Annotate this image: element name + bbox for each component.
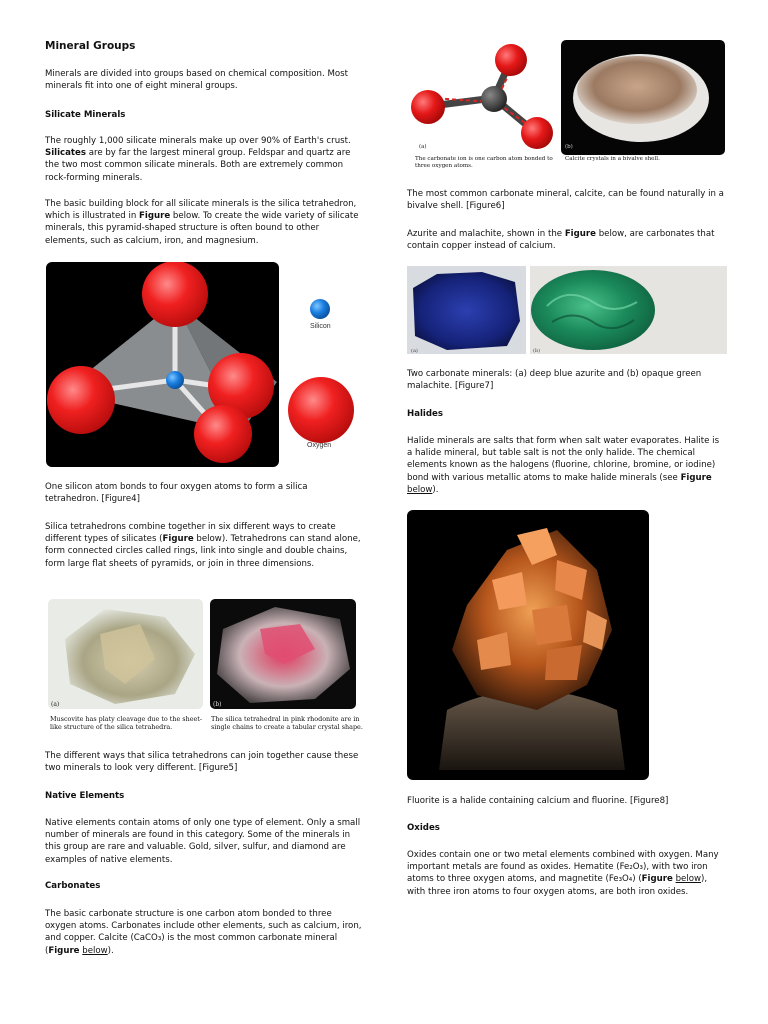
figure-6-carbonate [407, 40, 727, 180]
silicate-heading: Silicate Minerals [45, 110, 126, 120]
figure-5a-caption: Muscovite has platy cleavage due to the sheet-like structure of the silica tetrahedra. [50, 715, 202, 731]
oxygen-atom-c [521, 117, 553, 149]
figure-7a-tag: (a) [411, 348, 418, 354]
figure-6-caption: The most common carbonate mineral, calcite, can be found naturally in a bivalve shell. [Figure6] [407, 189, 724, 212]
native-elements-paragraph: Native elements contain atoms of only one type of element. Only a small number of minerals are found in this category. Some of the minerals in this group are rare and valuable. Gold, silver, sulfur, and diamond are examples of native elements. [45, 818, 361, 865]
figure-6-illustrations [407, 40, 727, 155]
figure-7-caption: Two carbonate minerals: (a) deep blue azurite and (b) opaque green malachite. [Figure7] [407, 369, 702, 392]
halides-paragraph: Halide minerals are salts that form when salt water evaporates. Halite is a halide mineral, but table salt is not the only halide. The chemical elements known as the halogens (fluorine, chlorine, bromine, or iodine) bond with various metallic atoms to make halide minerals (see Figure below). [407, 436, 720, 495]
figure-5-silicate-minerals [45, 599, 363, 739]
figure-6b-caption: Calcite crystals in a bivalve shell. [565, 156, 660, 162]
silicon-legend-icon [310, 299, 330, 319]
below-link-carbonates[interactable]: below [82, 945, 108, 956]
oxides-paragraph: Oxides contain one or two metal elements combined with oxygen. Many important metals are found as oxides. Hematite (Fe₂O₃), with two iron atoms to three oxygen atoms, and magnetite (Fe₃O₄) (Figure below), with three iron atoms to four oxygen atoms, are both iron oxides. [407, 850, 719, 897]
oxygen-atom-b [411, 90, 445, 124]
figure-6a-caption: The carbonate ion is one carbon atom bonded to three oxygen atoms. [415, 156, 553, 169]
azurite-specimen [413, 272, 520, 350]
silica-tetrahedron-illustration [45, 262, 363, 470]
intro-paragraph: Minerals are divided into groups based on chemical composition. Most minerals fit into one of eight mineral groups. [45, 69, 348, 92]
oxygen-legend-icon [288, 377, 354, 443]
figure-5b-caption: The silica tetrahedral in pink rhodonite are in single chains to create a tabular crystal shape. [211, 715, 363, 731]
carbon-atom [481, 86, 507, 112]
halides-heading: Halides [407, 409, 443, 419]
carbonates-paragraph-2: Azurite and malachite, shown in the Figure below, are carbonates that contain copper instead of calcium. [407, 229, 715, 252]
silicate-paragraph-2: The basic building block for all silicate minerals is the silica tetrahedron, which is illustrated in Figure below. To create the wide variety of silicate minerals, this pyramid-shaped structure is often bound to other elements, such as calcium, iron, and magnesium. [45, 199, 359, 246]
oxygen-label: Oxygen [307, 442, 332, 449]
oxides-heading: Oxides [407, 823, 440, 833]
silicon-atom [166, 371, 184, 389]
calcite-crystals [577, 56, 697, 124]
figure-6a-tag: (a) [419, 144, 427, 150]
carbonates-heading: Carbonates [45, 881, 101, 891]
oxygen-atom-a [495, 44, 527, 76]
oxygen-atom-top [142, 262, 208, 327]
silicate-paragraph-3: Silica tetrahedrons combine together in six different ways to create different types of silicates (Figure below). Tetrahedrons can stand alone, form connected circles called rings, link into single and double chains, form large flat sheets of pyramids, or join in three dimensions. [45, 522, 361, 569]
oxygen-atom-front [194, 405, 252, 463]
native-elements-heading: Native Elements [45, 791, 125, 801]
figure-4-silica-tetrahedron [45, 262, 363, 470]
malachite-specimen [531, 270, 655, 350]
figure-4-caption: One silicon atom bonds to four oxygen atoms to form a silica tetrahedron. [Figure4] [45, 482, 308, 505]
below-link-oxides[interactable]: below [675, 874, 701, 885]
figure-7-photos [407, 266, 727, 356]
silicon-label: Silicon [310, 323, 331, 330]
figure-5a-tag: (a) [51, 701, 60, 708]
figure-5-caption: The different ways that silica tetrahedrons can join together cause these two minerals to look very different. [Figure5] [45, 751, 359, 774]
figure-6b-tag: (b) [565, 144, 573, 150]
oxygen-atom-left [47, 366, 115, 434]
page-title: Mineral Groups [45, 40, 136, 52]
carbonates-paragraph-1: The basic carbonate structure is one carbon atom bonded to three oxygen atoms. Carbonates include other elements, such as calcium, iron, and copper. Calcite (CaCO₃) is the most common carbonate mineral (Figure below). [45, 909, 362, 956]
figure-8-caption: Fluorite is a halide containing calcium and fluorine. [Figure8] [407, 796, 669, 806]
figure-7b-tag: (b) [533, 348, 541, 354]
figure-7-azurite-malachite [407, 266, 727, 356]
figure-8-fluorite [407, 510, 649, 780]
silicate-paragraph-1: The roughly 1,000 silicate minerals make up over 90% of Earth's crust. Silicates are by far the largest mineral group. Feldspar and quartz are the two most common silicate minerals. Both are extremely common rock-forming minerals. [45, 136, 351, 183]
fluorite-photo [407, 510, 649, 780]
below-link-halides[interactable]: below [407, 484, 433, 495]
figure-5-photos [45, 599, 363, 709]
figure-5b-tag: (b) [213, 701, 222, 708]
